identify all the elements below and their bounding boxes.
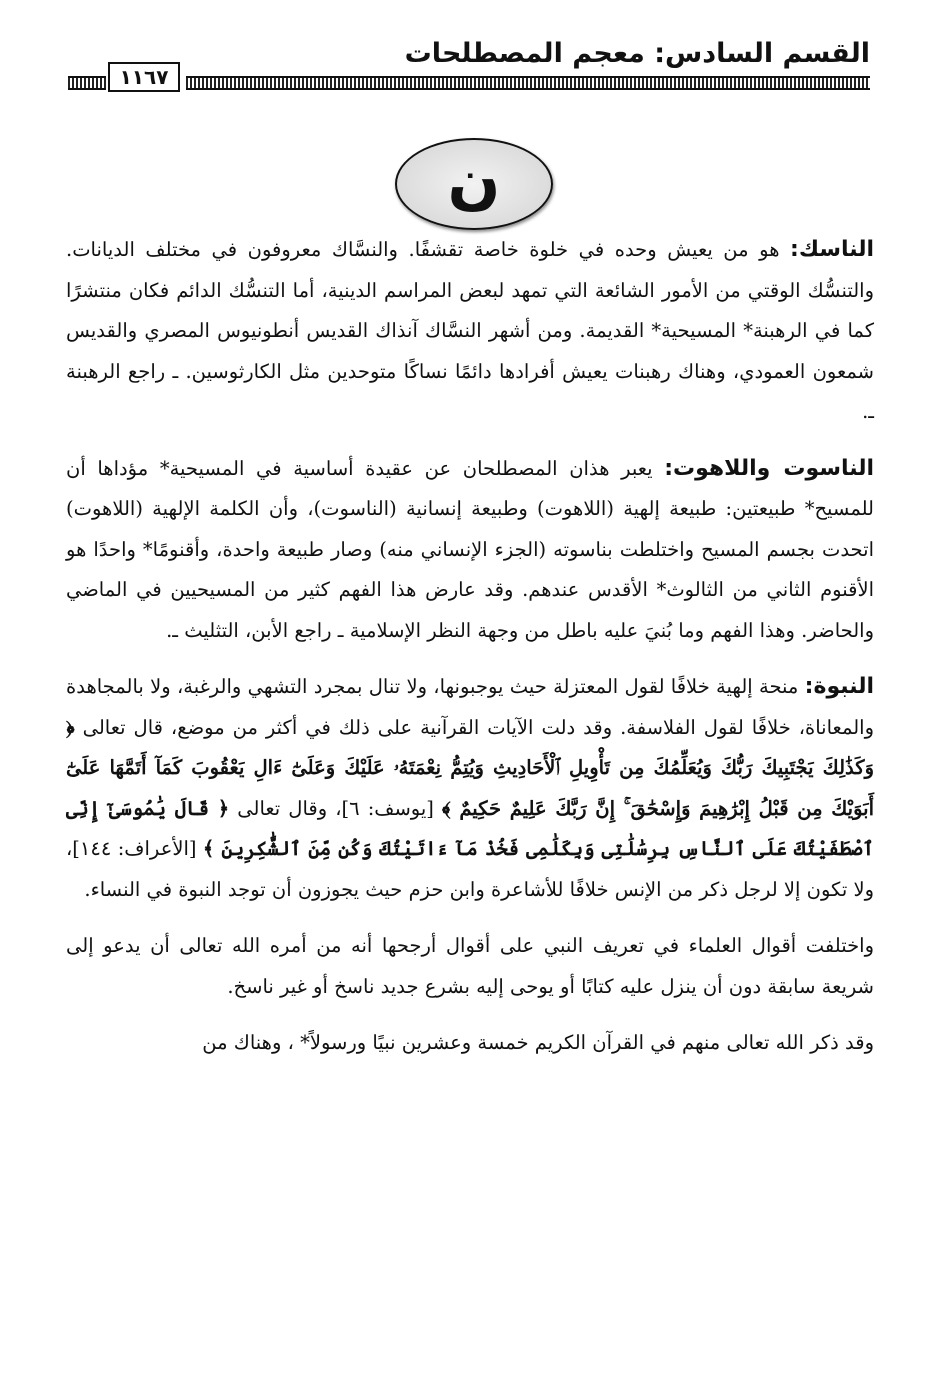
header-rule bbox=[186, 76, 870, 90]
section-letter-emblem bbox=[395, 138, 553, 230]
paragraph-text: وقد ذكر الله تعالى منهم في القرآن الكريم خمسة وعشرين نبيًا ورسولاً* ، وهناك من bbox=[202, 1031, 874, 1054]
entry-nasut-lahut bbox=[66, 449, 874, 652]
entry-text: يعبر هذان المصطلحان عن عقيدة أساسية في المسيحية* مؤداها أن للمسيح* طبيعتين: طبيعة إلهية (اللاهوت) وطبيعة إنسانية (الناسوت)، وأن الكلمة الإلهية (اللاهوت) اتحدت بجسم المسيح واختلطت بناسوته (الجزء الإنساني منه) وصار طبيعة واحدة، وأقنومًا* واحدًا هو الأقنوم الثاني من الثالوث* الأقدس عندهم. وقد عارض هذا الفهم كثير من المسيحيين في الماضي والحاضر. وهذا الفهم وما بُنيَ عليه باطل من وجهة النظر الإسلامية ـ راجع الأبن، التثليث ـ. bbox=[66, 456, 874, 642]
entry-term: الناسك: bbox=[790, 237, 874, 262]
paragraph-prophets-count bbox=[66, 1023, 874, 1064]
entry-text: هو من يعيش وحده في خلوة خاصة تقشفًا. والنسَّاك معروفون في مختلف الديانات. والتنسُّك الوقتي من الأمور الشائعة التي تمهد لبعض المراسم الدينية، أما التنسُّك الدائم فكان منتشرًا كما في الرهبنة* المسيحية* القديمة. ومن أشهر النسَّاك آنذاك القديس أنطونيوس المصري والقديس شمعون العمودي، وهناك رهبنات يعيش أفرادها دائمًا نساكًا متوحدين مثل الكارثوسين. ـ راجع الرهبنة ـ. bbox=[66, 238, 874, 423]
page-number: ١١٦٧ bbox=[108, 62, 180, 92]
running-header bbox=[68, 28, 870, 90]
entry-term: الناسوت واللاهوت: bbox=[664, 455, 874, 481]
paragraph-prophet-definition bbox=[66, 926, 874, 1007]
entry-nasik bbox=[66, 230, 874, 433]
header-rule-left bbox=[68, 76, 106, 90]
entry-text: منحة إلهية خلافًا لقول المعتزلة حيث يوجبونها، ولا تنال بمجرد التشهي والرغبة، ولا بالمجاهدة والمعاناة، خلافًا لقول الفلاسفة. وقد دلت الآيات القرآنية على ذلك في أكثر من موضع، قال تعالى bbox=[66, 675, 874, 739]
entry-text: [الأعراف: ١٤٤]، ولا تكون إلا لرجل ذكر من الإنس خلافًا للأشاعرة وابن حزم حيث يجوزون أن توجد النبوة في النساء. bbox=[66, 837, 874, 901]
header-title: القسم السادس: معجم المصطلحات bbox=[404, 38, 870, 69]
section-letter: ن bbox=[447, 144, 501, 217]
body-text bbox=[66, 230, 874, 1080]
paragraph-text: واختلفت أقوال العلماء في تعريف النبي على أقوال أرجحها أنه من أمره الله تعالى أن يدعو إلى شريعة سابقة دون أن ينزل عليه كتابًا أو يوحى إليه بشرع جديد ناسخ أو غير ناسخ. bbox=[66, 934, 874, 998]
quran-verse: ﴿ وَكَذَٰلِكَ يَجْتَبِيكَ رَبُّكَ وَيُعَلِّمُكَ مِن تَأْوِيلِ ٱلْأَحَادِيثِ وَيُتِمُّ نِعْمَتَهُۥ عَلَيْكَ وَعَلَىٰٓ ءَالِ يَعْقُوبَ كَمَآ أَتَمَّهَا عَلَىٰٓ أَبَوَيْكَ مِن قَبْلُ إِبْرَٰهِيمَ وَإِسْحَٰقَ ۚ إِنَّ رَبَّكَ عَلِيمٌ حَكِيمٌ ﴾ bbox=[66, 715, 874, 820]
quran-verse: ﴿ قَالَ يَٰمُوسَىٰٓ إِنِّى ٱصْطَفَيْتُكَ عَلَى ٱلنَّاسِ بِرِسَٰلَٰتِى وَبِكَلَٰمِى فَخُذْ مَآ ءَاتَيْتُكَ وَكُن مِّنَ ٱلشَّٰكِرِينَ ﴾ bbox=[66, 796, 874, 860]
entry-term: النبوة: bbox=[804, 674, 874, 699]
verse-reference: [يوسف: ٦]، وقال تعالى bbox=[229, 796, 443, 820]
entry-nubuwwa bbox=[66, 667, 874, 910]
